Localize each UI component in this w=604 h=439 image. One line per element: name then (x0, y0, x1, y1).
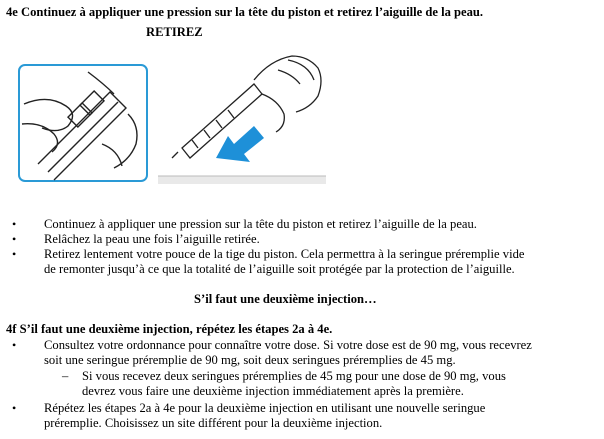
bullet-4f-2-line1: Répétez les étapes 2a à 4e pour la deuxième injection en utilisant une nouvelle seringue (44, 401, 486, 415)
bullet-4e-3-line1: Retirez lentement votre pouce de la tige du piston. Cela permettra à la seringue préremplie vide (44, 247, 525, 261)
syringe-detail-icon (18, 64, 148, 182)
detail-inset-illustration (18, 64, 148, 182)
direction-arrow-icon (216, 126, 264, 162)
bullet-4f-1-line2: soit une seringue préremplie de 90 mg, soit deux seringues préremplies de 45 mg. (44, 353, 456, 367)
bullet-marker: • (12, 217, 17, 231)
bullet-4f-2-line2: préremplie. Choisissez un site différent pour la deuxième injection. (44, 416, 383, 430)
withdraw-syringe-illustration (158, 40, 326, 184)
bullet-4f-1-line1: Consultez votre ordonnance pour connaître votre dose. Si votre dose est de 90 mg, vous recevrez (44, 338, 532, 352)
hand-syringe-icon (158, 40, 326, 184)
bullet-marker: • (12, 247, 17, 261)
bullet-4e-1: Continuez à appliquer une pression sur la tête du piston et retirez l’aiguille de la peau. (44, 217, 477, 231)
step-4e-heading: 4e Continuez à appliquer une pression sur la tête du piston et retirez l’aiguille de la peau. (6, 5, 484, 19)
step-4f-heading: 4f S’il faut une deuxième injection, répétez les étapes 2a à 4e. (6, 322, 333, 336)
sub-bullet-line1: Si vous recevez deux seringues préremplies de 45 mg pour une dose de 90 mg, vous (82, 369, 506, 383)
bullet-marker: • (12, 338, 17, 352)
sub-bullet-dash: – (62, 369, 69, 383)
bullet-marker: • (12, 401, 17, 415)
second-injection-title: S’il faut une deuxième injection… (194, 292, 377, 306)
bullet-4e-3-line2: de remonter jusqu’à ce que la totalité de l’aiguille soit protégée par la protection de l’aiguille. (44, 262, 515, 276)
sub-bullet-line2: devrez vous faire une deuxième injection immédiatement après la première. (82, 384, 464, 398)
bullet-4e-2: Relâchez la peau une fois l’aiguille retirée. (44, 232, 260, 246)
bullet-marker: • (12, 232, 17, 246)
image-caption-retirez: RETIREZ (146, 25, 203, 39)
